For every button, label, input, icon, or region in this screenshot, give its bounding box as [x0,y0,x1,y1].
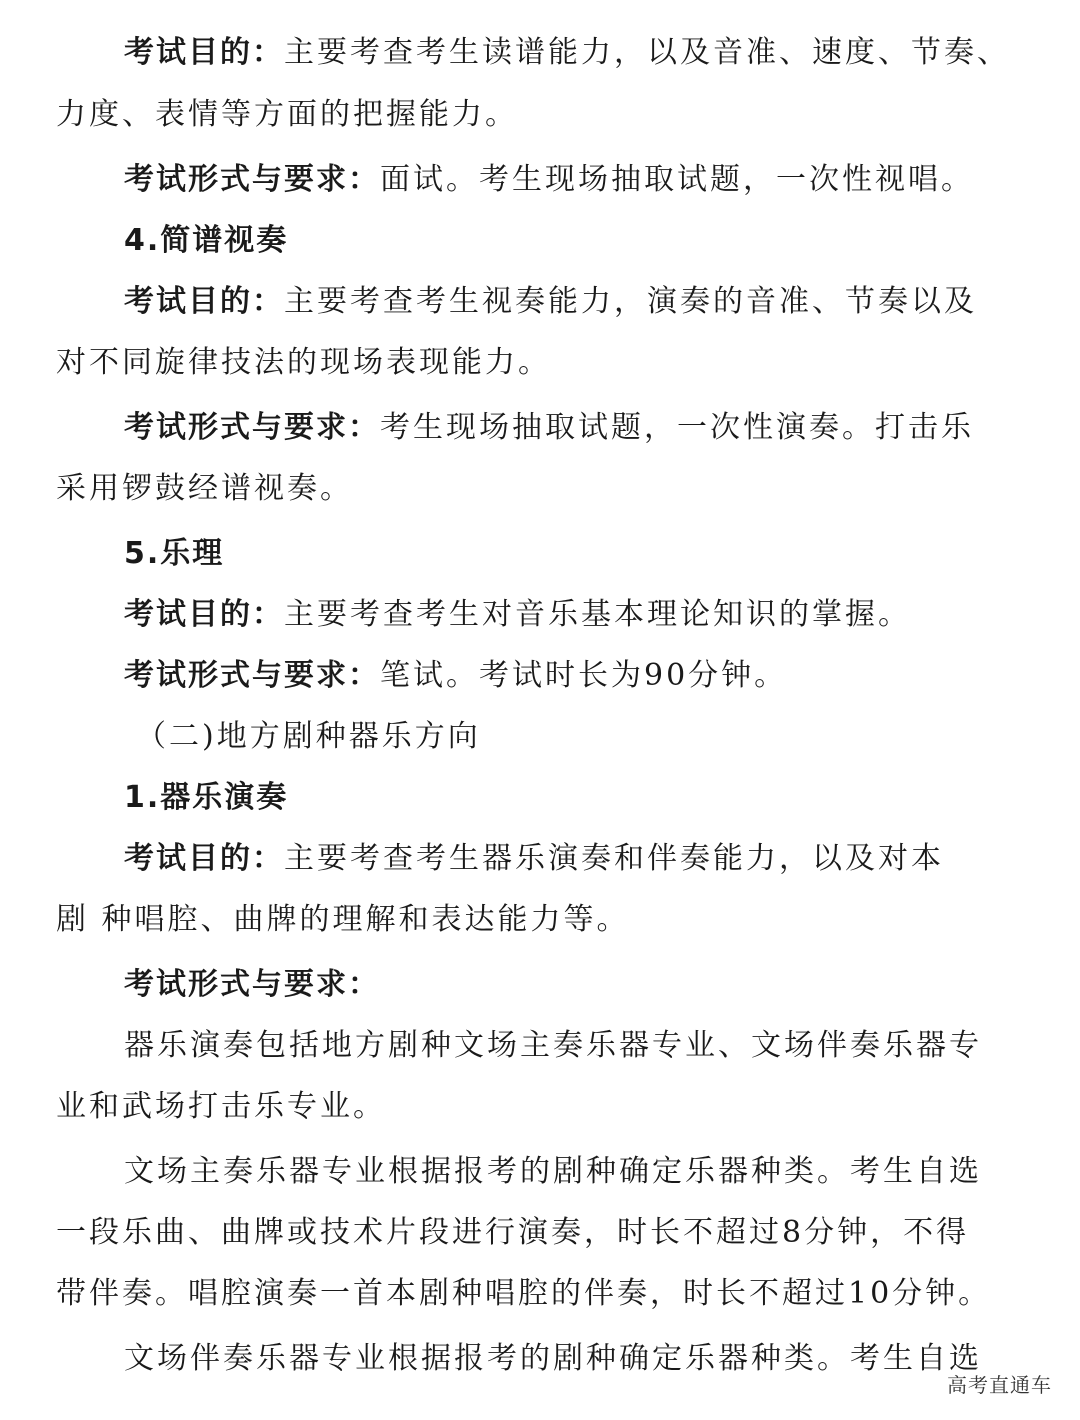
section-heading-sight-playing: 4.简谱视奏 [124,223,289,258]
purpose-label: 考试目的： [124,35,284,70]
format-text: 面试。考生现场抽取试题，一次性视唱。 [380,162,974,197]
purpose-line [56,584,1040,645]
purpose-line [56,22,1040,84]
purpose-line [56,828,1040,889]
purpose-text: 主要考查考生视奏能力，演奏的音准、节奏以及 [284,284,977,319]
purpose-line-continued [56,84,1040,145]
paragraph-line: 文场主奏乐器专业根据报考的剧种确定乐器种类。考生自选 [124,1154,982,1189]
format-line [56,645,1040,706]
purpose-label: 考试目的： [124,841,284,876]
section-heading-local-opera: （二)地方剧种器乐方向 [136,719,481,754]
purpose-line-continued [56,332,1040,393]
purpose-text-continued: 力度、表情等方面的把握能力。 [56,97,518,132]
paragraph-line: 一段乐曲、曲牌或技术片段进行演奏，时长不超过8分钟，不得 [56,1215,970,1250]
format-text: 笔试。考试时长为90分钟。 [380,658,788,693]
purpose-line [56,271,1040,332]
format-label: 考试形式与要求： [124,410,380,445]
paragraph-line: 业和武场打击乐专业。 [56,1089,386,1124]
purpose-text: 主要考查考生对音乐基本理论知识的掌握。 [284,597,911,632]
format-line [56,954,1040,1015]
paragraph-line: 带伴奏。唱腔演奏一首本剧种唱腔的伴奏，时长不超过10分钟。 [56,1276,992,1311]
purpose-text-continued: 剧 种唱腔、曲牌的理解和表达能力等。 [56,902,630,937]
paragraph-line: 文场伴奏乐器专业根据报考的剧种确定乐器种类。考生自选 [124,1341,982,1376]
format-text: 考生现场抽取试题，一次性演奏。打击乐 [380,410,974,445]
purpose-label: 考试目的： [124,284,284,319]
paragraph-line: 器乐演奏包括地方剧种文场主奏乐器专业、文场伴奏乐器专 [124,1028,982,1063]
format-line [56,149,1040,210]
section-heading-theory: 5.乐理 [124,536,225,571]
watermark: 高考直通车 [947,1373,1052,1397]
purpose-label: 考试目的： [124,597,284,632]
format-label: 考试形式与要求： [124,967,380,1002]
sub-heading-instrumental: 1.器乐演奏 [124,780,289,815]
purpose-line-continued [56,889,1040,950]
purpose-text: 主要考查考生读谱能力，以及音准、速度、节奏、 [284,35,1010,70]
purpose-text: 主要考查考生器乐演奏和伴奏能力，以及对本 [284,841,944,876]
format-label: 考试形式与要求： [124,658,380,693]
format-line [56,397,1040,458]
purpose-text-continued: 对不同旋律技法的现场表现能力。 [56,345,551,380]
format-text-continued: 采用锣鼓经谱视奏。 [56,471,353,506]
format-label: 考试形式与要求： [124,162,380,197]
format-line-continued [56,458,1040,519]
